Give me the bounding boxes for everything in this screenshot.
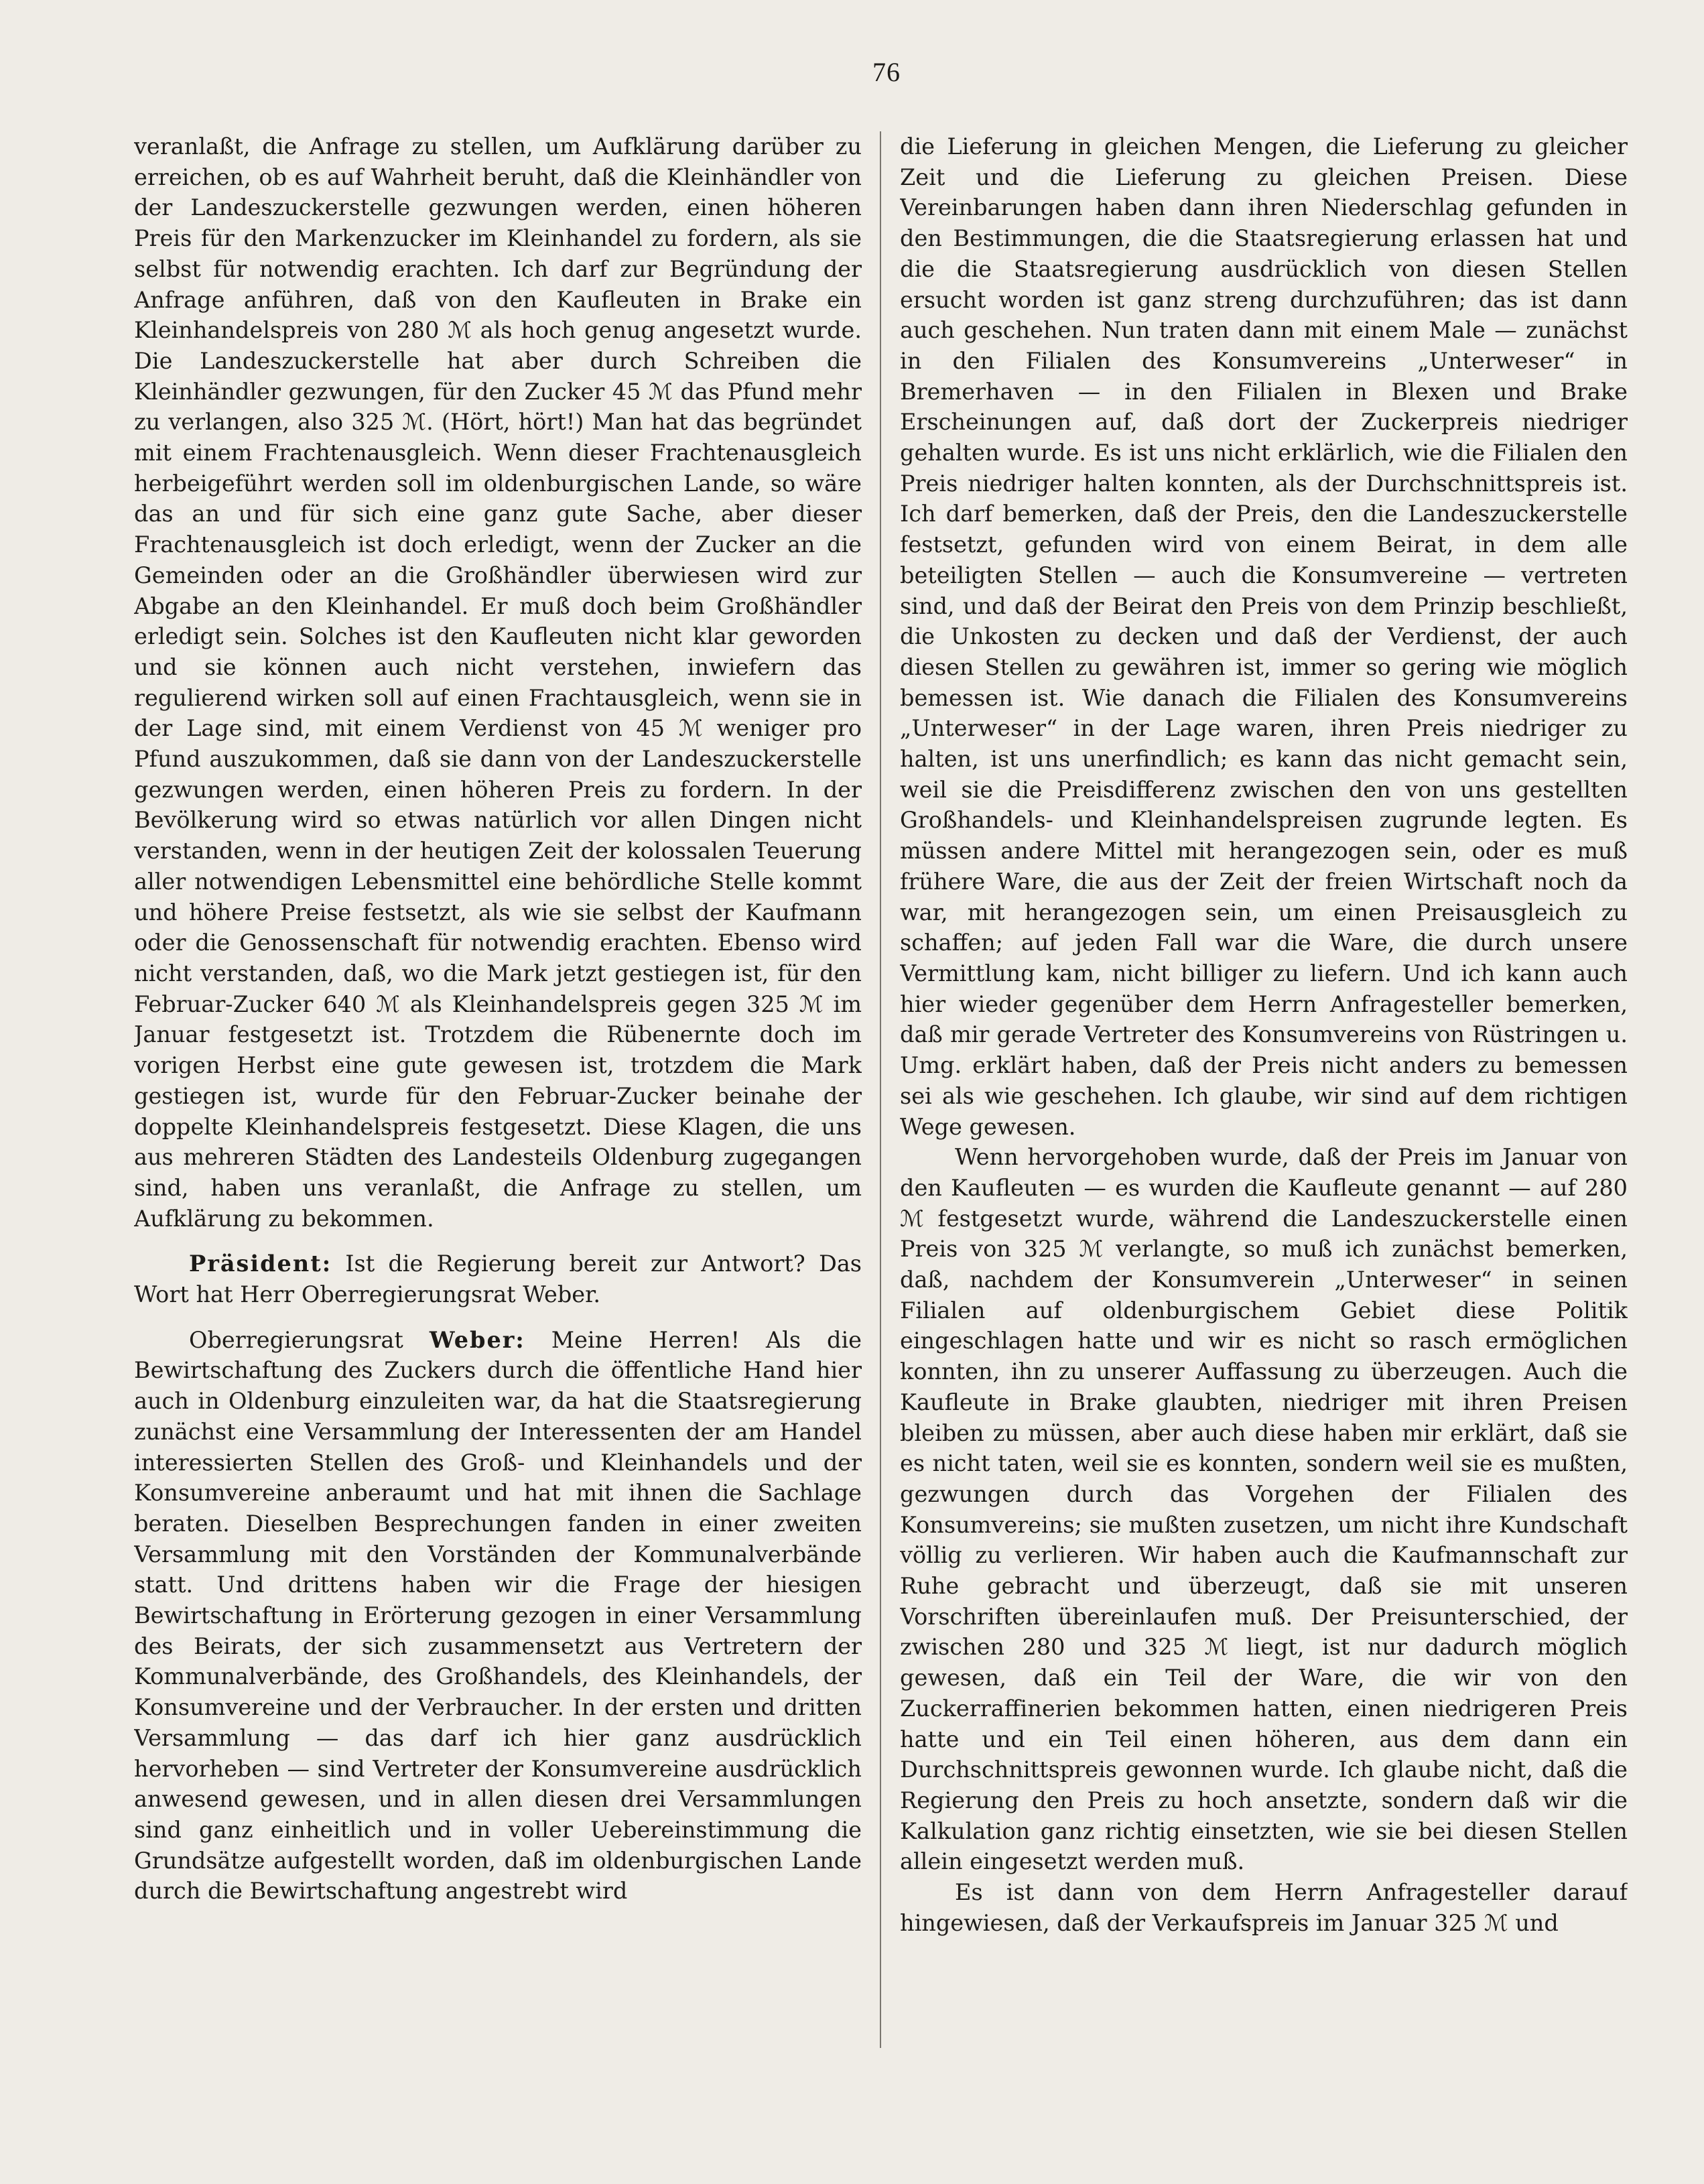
- left-paragraph-2-text: Ist die Regierung bereit zur Antwort? Das Wort hat Herr Oberregierungsrat Weber.: [134, 1250, 862, 1308]
- speaker-role: Oberregierungsrat: [189, 1326, 430, 1353]
- right-paragraph-2: Wenn hervorgehoben wurde, daß der Preis im Januar von den Kaufleuten — es wurden die Kaufleute genannt — auf 280 ℳ festgesetzt wurde, während die Landeszuckerstelle einen Preis von 325 ℳ verlangte, so muß ich zunächst bemerken, daß, nachdem der Konsumverein „Unterweser“ in seinen Filialen auf oldenburgischem Gebiet diese Politik eingeschlagen hatte und wir es nicht so rasch ermöglichen konnten, ihn zu unserer Auffassung zu überzeugen. Auch die Kaufleute in Brake glaubten, niedriger mit ihren Preisen bleiben zu müssen, aber auch diese haben mir erklärt, daß sie es nicht taten, weil sie es konnten, sondern weil sie es mußten, gezwungen durch das Vorgehen der Filialen des Konsumvereins; sie mußten zusetzen, um nicht ihre Kundschaft völlig zu verlieren. Wir haben auch die Kaufmannschaft zur Ruhe gebracht und überzeugt, daß sie mit unseren Vorschriften übereinlaufen muß. Der Preisunterschied, der zwischen 280 und 325 ℳ liegt, ist nur dadurch möglich gewesen, daß ein Teil der Ware, die wir von den Zuckerraffinerien bekommen hatten, einen niedrigeren Preis hatte und ein Teil einen höheren, aus dem dann ein Durchschnittspreis gewonnen wurde. Ich glaube nicht, daß die Regierung den Preis zu hoch ansetzte, sondern daß wir die Kalkulation ganz richtig einsetzten, wie sie bei diesen Stellen allein eingesetzt werden muß.: [900, 1144, 1628, 1875]
- left-paragraph-3-text: Meine Herren! Als die Bewirtschaftung des Zuckers durch die öffentliche Hand hier auch in Oldenburg einzuleiten war, da hat die Staatsregierung zunächst eine Versammlung der Interessenten der am Handel interessierten Stellen des Groß- und Kleinhandels und der Konsumvereine anberaumt und hat mit ihnen die Sachlage beraten. Dieselben Besprechungen fanden in einer zweiten Versammlung mit den Vorständen der Kommunalverbände statt. Und drittens haben wir die Frage der hiesigen Bewirtschaftung in Erörterung gezogen in einer Versammlung des Beirats, der sich zusammensetzt aus Vertretern der Kommunalverbände, des Großhandels, des Kleinhandels, der Konsumvereine und der Verbraucher. In der ersten und dritten Versammlung — das darf ich hier ganz ausdrücklich hervorheben — sind Vertreter der Konsumvereine ausdrücklich anwesend gewesen, und in allen diesen drei Versammlungen sind ganz einheitlich und in voller Uebereinstimmung die Grundsätze aufgestellt worden, daß im oldenburgischen Lande durch die Bewirtschaftung angestrebt wird: [134, 1326, 862, 1905]
- right-paragraph-3: Es ist dann von dem Herrn Anfragesteller darauf hingewiesen, daß der Verkaufspreis im Januar 325 ℳ und: [900, 1879, 1628, 1936]
- left-paragraph-2: [134, 1248, 862, 1309]
- right-column: [900, 131, 1628, 2142]
- right-paragraph-1: die Lieferung in gleichen Mengen, die Lieferung zu gleicher Zeit und die Lieferung zu gleichen Preisen. Diese Vereinbarungen haben dann ihren Niederschlag gefunden in den Bestimmungen, die die Staatsregierung erlassen hat und die die Staatsregierung ausdrücklich von diesen Stellen ersucht worden ist ganz streng durchzuführen; das ist dann auch geschehen. Nun traten dann mit einem Male — zunächst in den Filialen des Konsumvereins „Unterweser“ in Bremerhaven — in den Filialen in Blexen und Brake Erscheinungen auf, daß dort der Zuckerpreis niedriger gehalten wurde. Es ist uns nicht erklärlich, wie die Filialen den Preis niedriger halten konnten, als der Durchschnittspreis ist. Ich darf bemerken, daß der Preis, den die Landeszuckerstelle festsetzt, gefunden wird von einem Beirat, in dem alle beteiligten Stellen — auch die Konsumvereine — vertreten sind, und daß der Beirat den Preis von dem Prinzip beschließt, die Unkosten zu decken und daß der Verdienst, der auch diesen Stellen zu gewähren ist, immer so gering wie möglich bemessen ist. Wie danach die Filialen des Konsumvereins „Unterweser“ in der Lage waren, ihren Preis niedriger zu halten, ist uns unerfindlich; es kann das nicht gemacht sein, weil sie die Preisdifferenz zwischen den von uns gestellten Großhandels- und Kleinhandelspreisen zugrunde legten. Es müssen andere Mittel mit herangezogen sein, oder es muß frühere Ware, die aus der Zeit der freien Wirtschaft noch da war, mit herangezogen sein, um einen Preisausgleich zu schaffen; auf jeden Fall war die Ware, die durch unsere Vermittlung kam, nicht billiger zu liefern. Und ich kann auch hier wieder gegenüber dem Herrn Anfragesteller bemerken, daß mir gerade Vertreter des Konsumvereins von Rüstringen u. Umg. erklärt haben, daß der Preis nicht anders zu bemessen sei als wie geschehen. Ich glaube, wir sind auf dem richtigen Wege gewesen.: [900, 133, 1628, 1140]
- speaker-name-president: Präsident:: [189, 1250, 332, 1277]
- speaker-name-weber: Weber:: [429, 1326, 525, 1353]
- left-paragraph-3: [134, 1325, 862, 1907]
- page-number: 76: [872, 57, 901, 87]
- left-column: [134, 131, 862, 2142]
- column-divider: [880, 131, 881, 2048]
- left-paragraph-1: veranlaßt, die Anfrage zu stellen, um Aufklärung darüber zu erreichen, ob es auf Wahrheit beruht, daß die Kleinhändler von der Landeszuckerstelle gezwungen werden, einen höheren Preis für den Markenzucker im Kleinhandel zu fordern, als sie selbst für notwendig erachten. Ich darf zur Begründung der Anfrage anführen, daß von den Kaufleuten in Brake ein Kleinhandelspreis von 280 ℳ als hoch genug angesetzt wurde. Die Landeszuckerstelle hat aber durch Schreiben die Kleinhändler gezwungen, für den Zucker 45 ℳ das Pfund mehr zu verlangen, also 325 ℳ. (Hört, hört!) Man hat das begründet mit einem Frachtenausgleich. Wenn dieser Frachtenausgleich herbeigeführt werden soll im oldenburgischen Lande, so wäre das an und für sich eine ganz gute Sache, aber dieser Frachtenausgleich ist doch erledigt, wenn der Zucker an die Gemeinden oder an die Großhändler überwiesen wird zur Abgabe an den Kleinhandel. Er muß doch beim Großhändler erledigt sein. Solches ist den Kaufleuten nicht klar geworden und sie können auch nicht verstehen, inwiefern das regulierend wirken soll auf einen Frachtausgleich, wenn sie in der Lage sind, mit einem Verdienst von 45 ℳ weniger pro Pfund auszukommen, daß sie dann von der Landeszuckerstelle gezwungen werden, einen höheren Preis zu fordern. In der Bevölkerung wird so etwas natürlich vor allen Dingen nicht verstanden, wenn in der heutigen Zeit der kolossalen Teuerung aller notwendigen Lebensmittel eine behördliche Stelle kommt und höhere Preise festsetzt, als wie sie selbst der Kaufmann oder die Genossenschaft für notwendig erachten. Ebenso wird nicht verstanden, daß, wo die Mark jetzt gestiegen ist, für den Februar-Zucker 640 ℳ als Kleinhandelspreis gegen 325 ℳ im Januar festgesetzt ist. Trotzdem die Rübenernte doch im vorigen Herbst eine gute gewesen ist, trotzdem die Mark gestiegen ist, wurde für den Februar-Zucker beinahe der doppelte Kleinhandelspreis festgesetzt. Diese Klagen, die uns aus mehreren Städten des Landesteils Oldenburg zugegangen sind, haben uns veranlaßt, die Anfrage zu stellen, um Aufklärung zu bekommen.: [134, 133, 862, 1232]
